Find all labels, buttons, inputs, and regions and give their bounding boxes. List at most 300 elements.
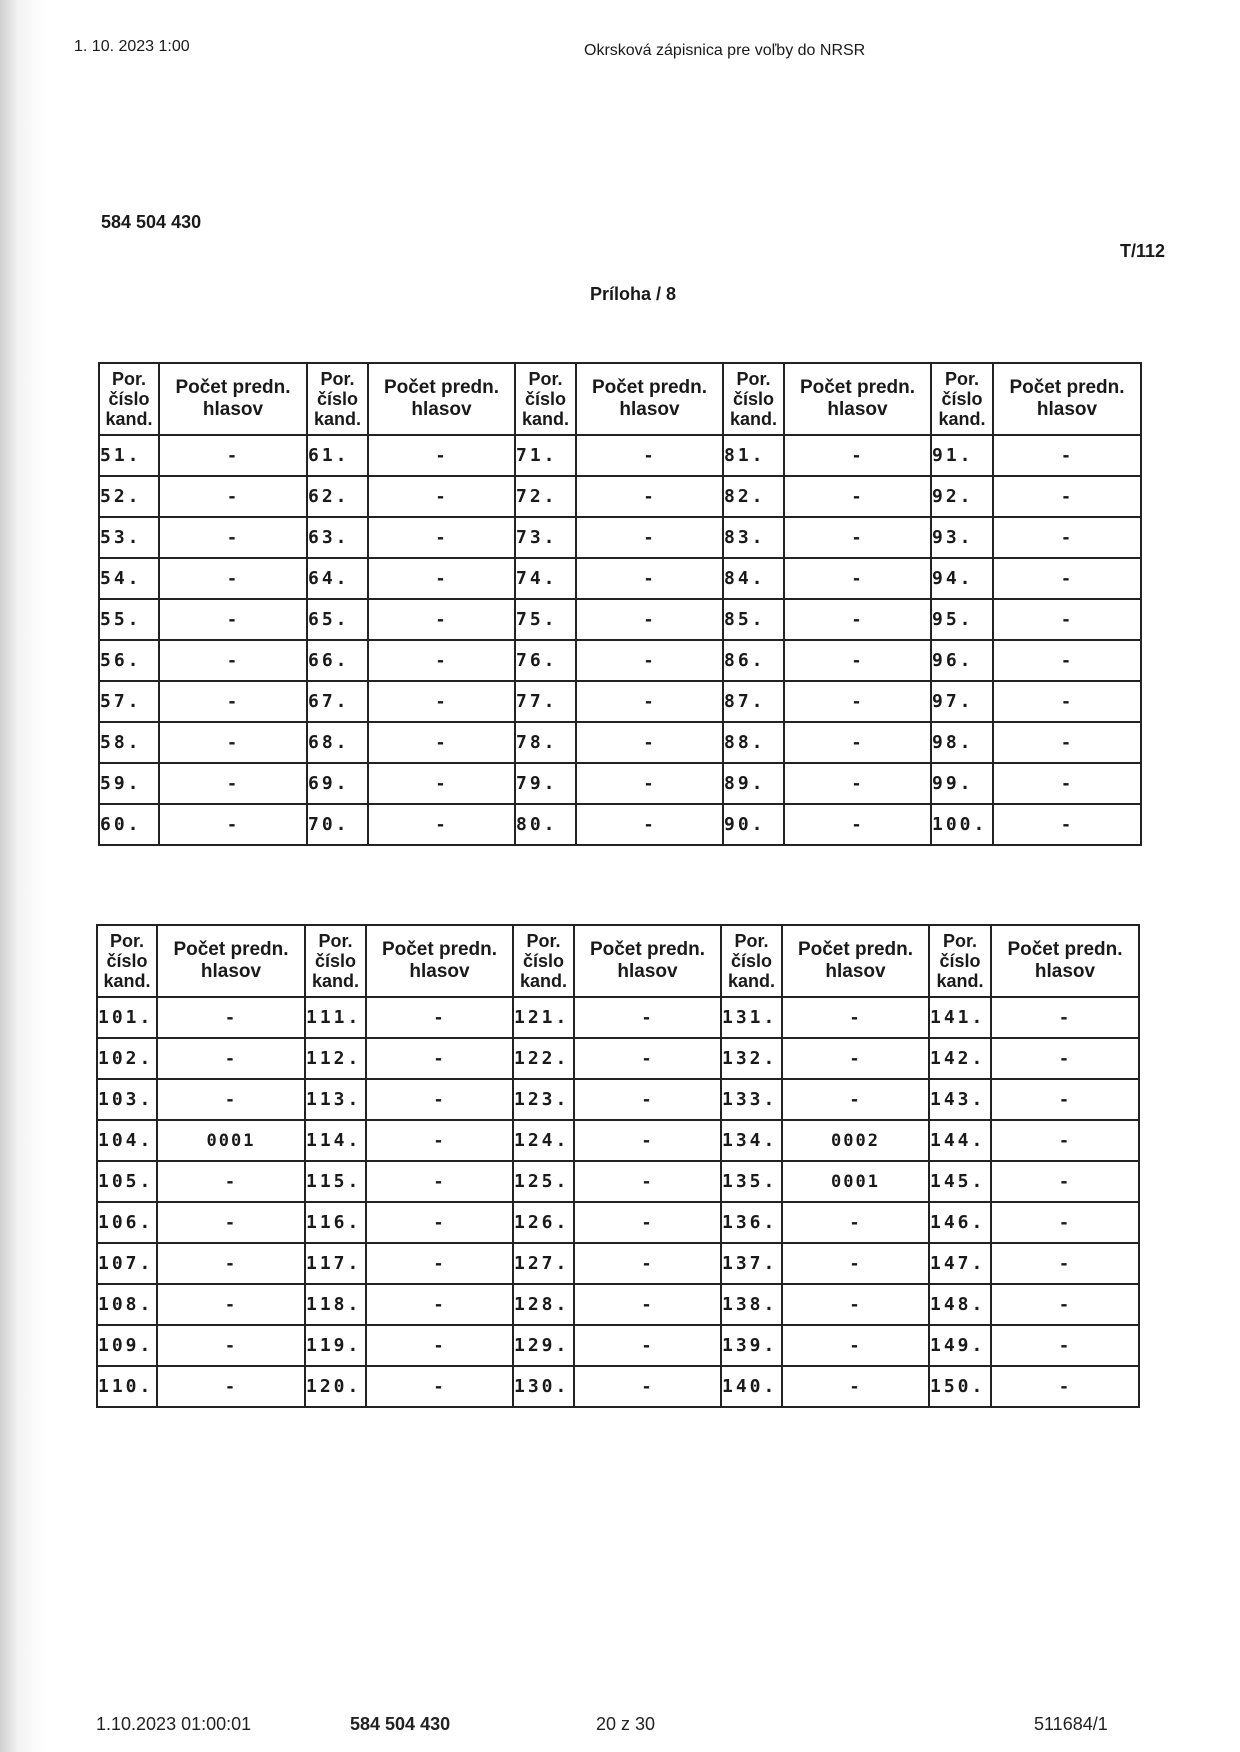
preference-vote-count: -: [576, 722, 723, 763]
candidate-number: 118.: [305, 1284, 366, 1325]
candidate-number: 75.: [515, 599, 576, 640]
scan-edge-shadow: [0, 0, 46, 1752]
candidate-number: 92.: [931, 476, 993, 517]
preference-vote-count: -: [157, 1202, 305, 1243]
preference-vote-count: -: [576, 763, 723, 804]
candidate-number: 149.: [929, 1325, 991, 1366]
candidate-number: 107.: [97, 1243, 157, 1284]
candidate-number: 129.: [513, 1325, 574, 1366]
table-row: [97, 1284, 1139, 1325]
candidate-number: 73.: [515, 517, 576, 558]
column-header-candidate-number: [307, 363, 368, 435]
candidate-number: 111.: [305, 997, 366, 1038]
candidate-number: 81.: [723, 435, 784, 476]
header-line: Počet predn.: [1009, 377, 1125, 398]
preference-vote-count: -: [157, 997, 305, 1038]
header-line: Por.: [526, 931, 561, 951]
candidate-number: 119.: [305, 1325, 366, 1366]
header-line: Por.: [736, 369, 771, 389]
table-row: [99, 435, 1141, 476]
header-line: Počet predn.: [1007, 939, 1123, 960]
table-row: [99, 722, 1141, 763]
candidate-number: 145.: [929, 1161, 991, 1202]
header-line: Por.: [734, 931, 769, 951]
candidate-number: 116.: [305, 1202, 366, 1243]
preference-vote-count: -: [991, 997, 1139, 1038]
preference-vote-count: -: [993, 517, 1141, 558]
table-row: [97, 997, 1139, 1038]
header-line: hlasov: [825, 961, 886, 982]
preference-vote-count: -: [159, 435, 307, 476]
votes-table-header: [97, 925, 1139, 997]
header-line: kand.: [103, 971, 151, 991]
table-row: [99, 640, 1141, 681]
candidate-number: 124.: [513, 1120, 574, 1161]
candidate-number: 59.: [99, 763, 159, 804]
preference-vote-count: -: [782, 997, 929, 1038]
candidate-number: 100.: [931, 804, 993, 845]
column-header-candidate-number: [99, 363, 159, 435]
header-line: Počet predn.: [591, 377, 708, 398]
preference-vote-count: -: [366, 1079, 513, 1120]
header-line: číslo: [522, 951, 565, 971]
candidate-number: 63.: [307, 517, 368, 558]
candidate-number: 130.: [513, 1366, 574, 1407]
preference-vote-count: -: [993, 804, 1141, 845]
header-row: [97, 925, 1139, 997]
preference-vote-count: -: [782, 1038, 929, 1079]
header-line: hlasov: [1036, 399, 1098, 420]
candidate-number: 108.: [97, 1284, 157, 1325]
preference-vote-count: -: [784, 640, 931, 681]
footer-document-id: 584 504 430: [350, 1714, 451, 1734]
table-row: [99, 681, 1141, 722]
header-line: hlasov: [619, 399, 680, 420]
header-line: číslo: [314, 951, 357, 971]
preference-vote-count: -: [159, 640, 307, 681]
column-header-candidate-number: [513, 925, 574, 997]
preference-vote-count: -: [993, 599, 1141, 640]
candidate-number: 62.: [307, 476, 368, 517]
preference-vote-count: -: [784, 517, 931, 558]
candidate-number: 133.: [721, 1079, 782, 1120]
table-row: [97, 1079, 1139, 1120]
header-line: kand.: [521, 409, 569, 429]
header-line: hlasov: [827, 399, 888, 420]
footer-timestamp: 1.10.2023 01:00:01: [96, 1714, 252, 1734]
preference-vote-count: -: [993, 681, 1141, 722]
preference-vote-count: 0001: [782, 1161, 929, 1202]
candidate-number: 122.: [513, 1038, 574, 1079]
candidate-number: 150.: [929, 1366, 991, 1407]
preference-vote-count: -: [576, 640, 723, 681]
candidate-number: 58.: [99, 722, 159, 763]
preference-vote-count: 0002: [782, 1120, 929, 1161]
candidate-number: 142.: [929, 1038, 991, 1079]
preference-vote-count: -: [368, 640, 515, 681]
candidate-number: 79.: [515, 763, 576, 804]
preference-vote-count: -: [784, 435, 931, 476]
candidate-number: 127.: [513, 1243, 574, 1284]
candidate-number: 72.: [515, 476, 576, 517]
preference-vote-count: -: [157, 1038, 305, 1079]
preference-vote-count: -: [991, 1161, 1139, 1202]
votes-table-2: [96, 924, 1140, 1408]
preference-vote-count: -: [159, 517, 307, 558]
column-header-preference-votes: [993, 363, 1141, 435]
votes-table-body: [97, 997, 1139, 1407]
candidate-number: 132.: [721, 1038, 782, 1079]
preference-vote-count: -: [159, 476, 307, 517]
preference-vote-count: -: [782, 1079, 929, 1120]
header-row: [99, 363, 1141, 435]
candidate-number: 56.: [99, 640, 159, 681]
column-header-candidate-number: [931, 363, 993, 435]
preference-vote-count: -: [159, 558, 307, 599]
preference-vote-count: -: [366, 1038, 513, 1079]
preference-vote-count: -: [991, 1243, 1139, 1284]
candidate-number: 141.: [929, 997, 991, 1038]
votes-table-header: [99, 363, 1141, 435]
column-header-candidate-number: [929, 925, 991, 997]
candidate-number: 82.: [723, 476, 784, 517]
preference-vote-count: -: [574, 1038, 721, 1079]
candidate-number: 70.: [307, 804, 368, 845]
preference-vote-count: -: [576, 681, 723, 722]
header-line: hlasov: [617, 961, 678, 982]
header-line: Por.: [111, 369, 146, 389]
candidate-number: 148.: [929, 1284, 991, 1325]
footer-page-number: 20 z 30: [596, 1714, 656, 1734]
header-line: číslo: [108, 389, 150, 409]
candidate-number: 98.: [931, 722, 993, 763]
candidate-number: 125.: [513, 1161, 574, 1202]
table-row: [99, 476, 1141, 517]
header-line: kand.: [936, 971, 984, 991]
header-line: kand.: [313, 409, 361, 429]
candidate-number: 106.: [97, 1202, 157, 1243]
preference-vote-count: -: [366, 997, 513, 1038]
candidate-number: 128.: [513, 1284, 574, 1325]
candidate-number: 121.: [513, 997, 574, 1038]
column-header-preference-votes: [576, 363, 723, 435]
preference-vote-count: -: [991, 1038, 1139, 1079]
header-line: Por.: [320, 369, 355, 389]
header-line: kand.: [938, 409, 986, 429]
table-row: [97, 1202, 1139, 1243]
candidate-number: 84.: [723, 558, 784, 599]
preference-vote-count: -: [574, 1325, 721, 1366]
candidate-number: 54.: [99, 558, 159, 599]
preference-vote-count: -: [782, 1284, 929, 1325]
preference-vote-count: -: [991, 1325, 1139, 1366]
preference-vote-count: -: [574, 1284, 721, 1325]
preference-vote-count: -: [784, 599, 931, 640]
candidate-number: 74.: [515, 558, 576, 599]
preference-vote-count: -: [782, 1366, 929, 1407]
column-header-preference-votes: [784, 363, 931, 435]
column-header-preference-votes: [574, 925, 721, 997]
header-line: číslo: [316, 389, 359, 409]
votes-table-1: [98, 362, 1142, 846]
candidate-number: 139.: [721, 1325, 782, 1366]
preference-vote-count: -: [368, 763, 515, 804]
candidate-number: 114.: [305, 1120, 366, 1161]
preference-vote-count: -: [576, 804, 723, 845]
candidate-number: 94.: [931, 558, 993, 599]
preference-vote-count: -: [574, 997, 721, 1038]
preference-vote-count: -: [784, 763, 931, 804]
candidate-number: 115.: [305, 1161, 366, 1202]
column-header-candidate-number: [305, 925, 366, 997]
preference-vote-count: -: [574, 1202, 721, 1243]
candidate-number: 77.: [515, 681, 576, 722]
candidate-number: 140.: [721, 1366, 782, 1407]
preference-vote-count: -: [157, 1161, 305, 1202]
preference-vote-count: -: [368, 681, 515, 722]
candidate-number: 78.: [515, 722, 576, 763]
candidate-number: 95.: [931, 599, 993, 640]
preference-vote-count: -: [784, 558, 931, 599]
table-row: [97, 1161, 1139, 1202]
candidate-number: 102.: [97, 1038, 157, 1079]
candidate-number: 68.: [307, 722, 368, 763]
candidate-number: 57.: [99, 681, 159, 722]
candidate-number: 71.: [515, 435, 576, 476]
candidate-number: 91.: [931, 435, 993, 476]
preference-vote-count: -: [159, 681, 307, 722]
column-header-candidate-number: [721, 925, 782, 997]
preference-vote-count: -: [993, 763, 1141, 804]
table-row: [99, 599, 1141, 640]
header-line: Počet predn.: [799, 377, 916, 398]
header-line: kand.: [105, 409, 153, 429]
preference-vote-count: -: [784, 681, 931, 722]
header-line: Por.: [942, 931, 977, 951]
candidate-number: 138.: [721, 1284, 782, 1325]
appendix-title: Príloha / 8: [590, 284, 677, 304]
preference-vote-count: -: [366, 1366, 513, 1407]
table-row: [99, 763, 1141, 804]
candidate-number: 131.: [721, 997, 782, 1038]
preference-vote-count: -: [159, 763, 307, 804]
votes-table-body: [99, 435, 1141, 845]
header-line: Por.: [944, 369, 979, 389]
candidate-number: 61.: [307, 435, 368, 476]
column-header-preference-votes: [991, 925, 1139, 997]
candidate-number: 60.: [99, 804, 159, 845]
preference-vote-count: -: [991, 1120, 1139, 1161]
preference-vote-count: -: [368, 476, 515, 517]
candidate-number: 109.: [97, 1325, 157, 1366]
candidate-number: 99.: [931, 763, 993, 804]
table-row: [99, 517, 1141, 558]
preference-vote-count: -: [576, 476, 723, 517]
candidate-number: 97.: [931, 681, 993, 722]
document-id: 584 504 430: [101, 212, 202, 232]
candidate-number: 137.: [721, 1243, 782, 1284]
candidate-number: 126.: [513, 1202, 574, 1243]
header-line: Počet predn.: [175, 377, 291, 398]
header-line: číslo: [106, 951, 148, 971]
candidate-number: 112.: [305, 1038, 366, 1079]
preference-vote-count: -: [366, 1284, 513, 1325]
candidate-number: 147.: [929, 1243, 991, 1284]
preference-vote-count: -: [993, 722, 1141, 763]
candidate-number: 64.: [307, 558, 368, 599]
candidate-number: 80.: [515, 804, 576, 845]
preference-vote-count: -: [368, 722, 515, 763]
candidate-number: 88.: [723, 722, 784, 763]
candidate-number: 113.: [305, 1079, 366, 1120]
preference-vote-count: -: [574, 1243, 721, 1284]
preference-vote-count: -: [576, 517, 723, 558]
footer-code: 511684/1: [1034, 1714, 1108, 1734]
preference-vote-count: -: [991, 1079, 1139, 1120]
header-line: číslo: [730, 951, 773, 971]
candidate-number: 55.: [99, 599, 159, 640]
column-header-preference-votes: [366, 925, 513, 997]
table-row: [97, 1366, 1139, 1407]
preference-vote-count: -: [368, 599, 515, 640]
preference-vote-count: -: [157, 1284, 305, 1325]
candidate-number: 146.: [929, 1202, 991, 1243]
candidate-number: 89.: [723, 763, 784, 804]
preference-vote-count: -: [157, 1366, 305, 1407]
preference-vote-count: -: [159, 722, 307, 763]
preference-vote-count: -: [157, 1243, 305, 1284]
candidate-number: 83.: [723, 517, 784, 558]
header-line: číslo: [732, 389, 775, 409]
table-row: [99, 558, 1141, 599]
preference-vote-count: -: [993, 435, 1141, 476]
preference-vote-count: 0001: [157, 1120, 305, 1161]
preference-vote-count: -: [576, 435, 723, 476]
header-line: kand.: [519, 971, 567, 991]
candidate-number: 66.: [307, 640, 368, 681]
preference-vote-count: -: [576, 558, 723, 599]
preference-vote-count: -: [993, 558, 1141, 599]
candidate-number: 93.: [931, 517, 993, 558]
candidate-number: 85.: [723, 599, 784, 640]
candidate-number: 144.: [929, 1120, 991, 1161]
candidate-number: 101.: [97, 997, 157, 1038]
preference-vote-count: -: [574, 1079, 721, 1120]
preference-vote-count: -: [157, 1079, 305, 1120]
candidate-number: 90.: [723, 804, 784, 845]
preference-vote-count: -: [782, 1325, 929, 1366]
preference-vote-count: -: [368, 435, 515, 476]
column-header-candidate-number: [515, 363, 576, 435]
header-line: Počet predn.: [797, 939, 914, 960]
table-row: [97, 1243, 1139, 1284]
candidate-number: 67.: [307, 681, 368, 722]
header-title: Okrsková zápisnica pre voľby do NRSR: [584, 42, 866, 59]
preference-vote-count: -: [366, 1120, 513, 1161]
candidate-number: 136.: [721, 1202, 782, 1243]
preference-vote-count: -: [366, 1243, 513, 1284]
candidate-number: 117.: [305, 1243, 366, 1284]
preference-vote-count: -: [784, 476, 931, 517]
candidate-number: 143.: [929, 1079, 991, 1120]
preference-vote-count: -: [159, 804, 307, 845]
reference-code: T/112: [1120, 241, 1166, 261]
preference-vote-count: -: [576, 599, 723, 640]
header-line: hlasov: [411, 399, 472, 420]
header-line: kand.: [727, 971, 775, 991]
preference-vote-count: -: [782, 1202, 929, 1243]
preference-vote-count: -: [366, 1202, 513, 1243]
table-row: [97, 1120, 1139, 1161]
preference-vote-count: -: [784, 804, 931, 845]
preference-vote-count: -: [157, 1325, 305, 1366]
header-line: hlasov: [202, 399, 264, 420]
header-line: hlasov: [409, 961, 470, 982]
header-line: hlasov: [200, 961, 262, 982]
header-line: Počet predn.: [383, 377, 500, 398]
preference-vote-count: -: [574, 1120, 721, 1161]
candidate-number: 103.: [97, 1079, 157, 1120]
header-line: číslo: [524, 389, 567, 409]
candidate-number: 87.: [723, 681, 784, 722]
preference-vote-count: -: [782, 1243, 929, 1284]
candidate-number: 120.: [305, 1366, 366, 1407]
preference-vote-count: -: [574, 1161, 721, 1202]
candidate-number: 86.: [723, 640, 784, 681]
header-date: 1. 10. 2023 1:00: [74, 38, 190, 55]
column-header-preference-votes: [159, 363, 307, 435]
preference-vote-count: -: [993, 640, 1141, 681]
header-line: Por.: [109, 931, 144, 951]
candidate-number: 123.: [513, 1079, 574, 1120]
header-line: Počet predn.: [381, 939, 498, 960]
header-line: kand.: [311, 971, 359, 991]
preference-vote-count: -: [574, 1366, 721, 1407]
candidate-number: 52.: [99, 476, 159, 517]
table-row: [97, 1038, 1139, 1079]
candidate-number: 53.: [99, 517, 159, 558]
preference-vote-count: -: [368, 558, 515, 599]
column-header-candidate-number: [97, 925, 157, 997]
candidate-number: 110.: [97, 1366, 157, 1407]
preference-vote-count: -: [991, 1366, 1139, 1407]
candidate-number: 51.: [99, 435, 159, 476]
column-header-preference-votes: [782, 925, 929, 997]
preference-vote-count: -: [991, 1284, 1139, 1325]
column-header-preference-votes: [157, 925, 305, 997]
header-line: Por.: [528, 369, 563, 389]
candidate-number: 96.: [931, 640, 993, 681]
header-line: číslo: [941, 389, 983, 409]
header-line: Počet predn.: [589, 939, 706, 960]
header-line: číslo: [939, 951, 981, 971]
preference-vote-count: -: [993, 476, 1141, 517]
table-row: [99, 804, 1141, 845]
preference-vote-count: -: [366, 1325, 513, 1366]
column-header-candidate-number: [723, 363, 784, 435]
candidate-number: 76.: [515, 640, 576, 681]
candidate-number: 135.: [721, 1161, 782, 1202]
preference-vote-count: -: [991, 1202, 1139, 1243]
preference-vote-count: -: [368, 517, 515, 558]
candidate-number: 69.: [307, 763, 368, 804]
table-row: [97, 1325, 1139, 1366]
header-line: Por.: [318, 931, 353, 951]
header-line: kand.: [729, 409, 777, 429]
candidate-number: 65.: [307, 599, 368, 640]
preference-vote-count: -: [368, 804, 515, 845]
preference-vote-count: -: [784, 722, 931, 763]
